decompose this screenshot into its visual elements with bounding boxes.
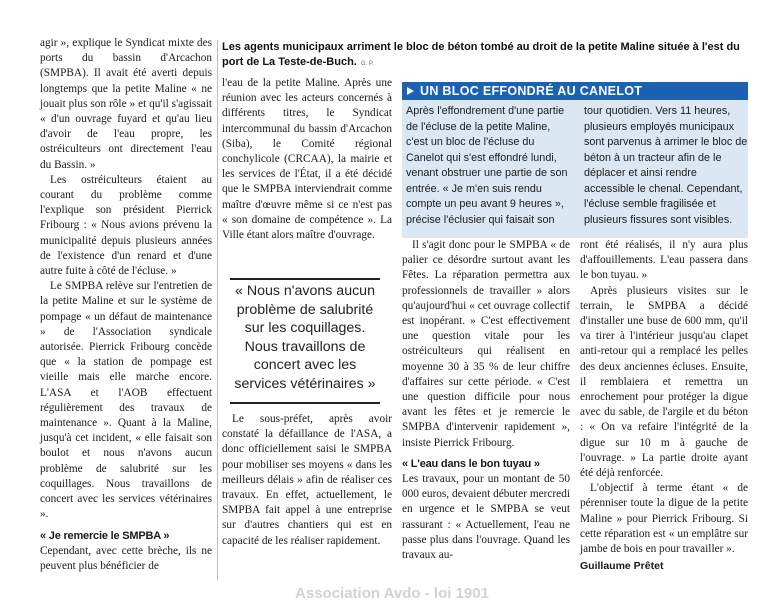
paragraph: Le SMPBA relève sur l'entretien de la petite Maline et sur le système de pompage « un défaut de maintenance » de l'Association syndicale autorisée. Pierrick Fribourg concède que « la station de pompage est vieille mais elle marche encore. L'ASA et l'AOB effectuent régulièrement des travaux de maintenance ». Quant à la Maline, jusqu'à cet incident, « elle faisait son boulot et nous n'avons aucun problème de salubrité sur les coquillages. Nous travaillons de concert avec les services vétérinaires ». xyxy=(40,280,212,521)
paragraph: L'objectif à terme étant « de pérenniser toute la digue de la petite Maline » pour Pierrick Fribourg. Si cette réparation est « un emplâtre sur jambe de bois en pour travailler ». xyxy=(580,482,748,556)
paragraph: Il s'agit donc pour le SMPBA « de palier ce désordre surtout avant les Fêtes. La réparation permettra aux professionnels de travailler » alors qu'aujourd'hui « cet ouvrage collectif est inopérant. » C'est effectivement une question vitale pour les ostréiculteurs qui réalisent en moyenne 30 à 35 % de leur chiffre d'affaires sur cette période. « C'est une question difficile pour nous avant les fêtes et je remercie le SMPBA d'intervenir rapidement », insiste Pierrick Fribourg. xyxy=(402,239,570,449)
article-column-4 xyxy=(580,238,748,574)
photo-caption xyxy=(222,40,752,72)
pull-quote: « Nous n'avons aucun problème de salubrité sur les coquillages. Nous travaillons de concert avec les services vétérinaires » xyxy=(234,283,376,392)
inset-text-1: Après l'effondrement d'une partie de l'écluse de la petite Maline, c'est un bloc de l'écluse du Canelot qui s'est effondré lundi, venant obstruer une partie de son entrée. « Je m'en suis rendu compte un peu avant 9 heures », précise l'éclusier qui faisait son xyxy=(406,105,568,226)
article-column-2 xyxy=(222,76,392,243)
paragraph: Les travaux, pour un montant de 50 000 euros, devaient débuter mercredi en urgence et le SMPBA se veut rassurant : « Actuellement, l'eau ne passe plus dans l'ouvrage. Quand les travaux au- xyxy=(402,473,570,562)
paragraph: Le sous-préfet, après avoir constaté la défaillance de l'ASA, a donc officiellement saisi le SMPBA pour mobiliser ses moyens « dans les meilleurs délais » afin de réaliser ces travaux. En effet, actuellement, le SMPBA fait appel à une entreprise sur d'autres chantiers qui est en capacité de les réaliser rapidement. xyxy=(222,413,392,547)
paragraph: Après plusieurs visites sur le terrain, le SMPBA a décidé d'installer une buse de 600 mm, qu'il va tirer à l'intérieur jusqu'au clapet anti-retour qui a remplacé les pelles des deux anciennes écluses. Ensuite, il remblaiera et remettra un enrochement pour protéger la digue avec du sable, de l'argile et du béton : « On va refaire l'intégrité de la digue sur 10 m à gauche de l'ouvrage. » La partie droite ayant été déjà renforcée. xyxy=(580,284,748,480)
inset-title: UN BLOC EFFONDRÉ AU CANELOT xyxy=(402,82,748,100)
column-divider xyxy=(217,40,218,580)
paragraph: Cependant, avec cette brèche, ils ne peuvent plus bénéficier de xyxy=(40,544,212,572)
paragraph: Les ostréiculteurs étaient au courant du problème comme l'explique son président Pierrick Fribourg : « Nous avions prévenu la municipalité depuis plusieurs années de l'existence d'un renard et d'une autre fuite à côté de l'écluse. » xyxy=(40,173,212,278)
watermark-footer: Association Avdo - loi 1901 xyxy=(295,585,489,602)
paragraph: agir », explique le Syndicat mixte des ports du bassin d'Arcachon (SMPBA). Il avait été averti depuis longtemps que la petite Maline « ne jouait plus son rôle » et qu'il s'agissait « d'un ouvrage fuyard et qu'au lieu d'avoir de l'eau propre, les ostréiculteurs ont directement l'eau du Bassin. » xyxy=(40,37,212,171)
caption-text: Les agents municipaux arriment le bloc de béton tombé au droit de la petite Maline située à l'est du port de La Teste-de-Buch. xyxy=(222,41,740,68)
article-column-3 xyxy=(402,238,570,563)
subheading: « Je remercie le SMPBA » xyxy=(40,529,170,542)
inset-text-2: tour quotidien. Vers 11 heures, plusieurs employés municipaux sont parvenus à arrimer le bloc de béton à un tracteur afin de le déplacer et ainsi rendre accessible le chenal. Cependant, l'écluse semble fragilisée et plusieurs fissures sont visibles. xyxy=(584,105,748,226)
article-column-1 xyxy=(40,36,212,574)
photo-credit: G. P. xyxy=(360,61,374,67)
subheading: « L'eau dans le bon tuyau » xyxy=(402,457,540,470)
author-signature: Guillaume Prêtet xyxy=(580,560,664,573)
paragraph: ront été réalisés, il n'y aura plus d'affouillements. L'eau passera dans le bon tuyau. » xyxy=(580,239,748,282)
paragraph: l'eau de la petite Maline. Après une réunion avec les acteurs concernés à différents titres, le Syndicat intercommunal du bassin d'Arcachon (Siba), le Comité régional conchylicole (CRCAA), la mairie et les services de l'État, il a été décidé que le SMPBA interviendrait comme maître d'œuvre même si ce n'est pas « son domaine de compétence ». La Ville étant alors maître d'ouvrage. xyxy=(222,77,392,242)
article-column-2-bottom xyxy=(222,412,392,549)
quote-rule-bottom xyxy=(230,402,380,404)
quote-rule-top xyxy=(230,278,380,280)
